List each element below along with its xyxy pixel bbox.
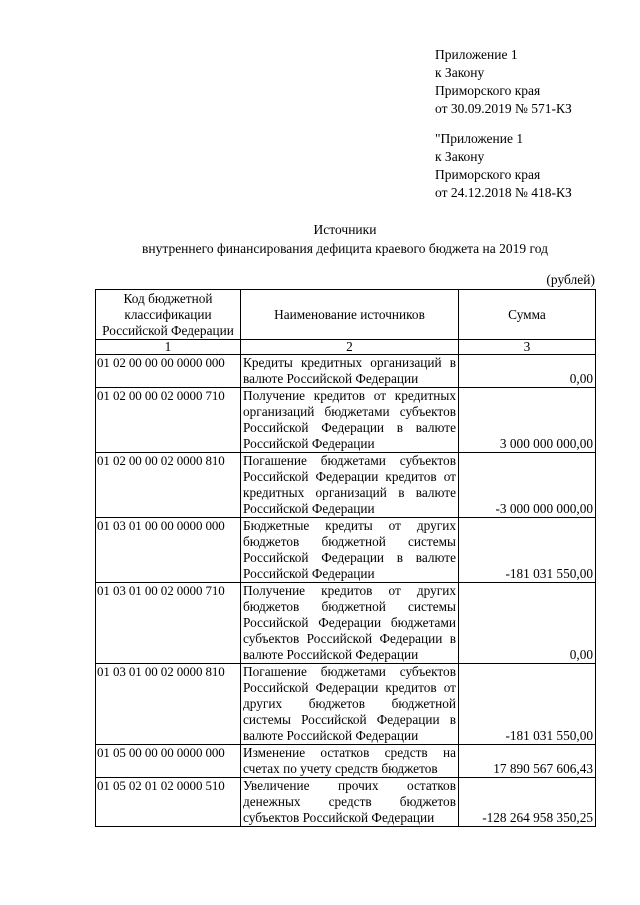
amount: 17 890 567 606,43	[459, 745, 596, 778]
budget-code: 01 03 01 00 02 0000 810	[96, 664, 241, 745]
column-header-amount: Сумма	[459, 290, 596, 340]
amount: -3 000 000 000,00	[459, 453, 596, 518]
column-header-name: Наименование источников	[241, 290, 459, 340]
amount: -128 264 958 350,25	[459, 778, 596, 827]
table-row	[96, 745, 596, 778]
annex-line: от 24.12.2018 № 418-КЗ	[435, 185, 572, 200]
budget-code: 01 03 01 00 00 0000 000	[96, 518, 241, 583]
table-header-row	[96, 290, 596, 340]
amount: 0,00	[459, 355, 596, 388]
document-title	[95, 220, 595, 258]
table-row	[96, 583, 596, 664]
table-row	[96, 664, 596, 745]
table-row	[96, 388, 596, 453]
budget-code: 01 02 00 00 02 0000 710	[96, 388, 241, 453]
budget-code: 01 02 00 00 02 0000 810	[96, 453, 241, 518]
column-number: 3	[459, 340, 596, 355]
source-name: Кредиты кредитных организаций в валюте Российской Федерации	[241, 355, 459, 388]
annex-line: Приморского края	[435, 167, 541, 182]
source-name: Погашение бюджетами субъектов Российской Федерации кредитов от других бюджетов бюджетной системы Российской Федерации в валюте Российской Федерации	[241, 664, 459, 745]
column-number: 2	[241, 340, 459, 355]
budget-code: 01 03 01 00 02 0000 710	[96, 583, 241, 664]
table-row	[96, 355, 596, 388]
source-name: Получение кредитов от других бюджетов бюджетной системы Российской Федерации бюджетами субъектов Российской Федерации в валюте Российской Федерации	[241, 583, 459, 664]
annex-line: к Закону	[435, 65, 485, 80]
budget-code: 01 05 02 01 02 0000 510	[96, 778, 241, 827]
column-number: 1	[96, 340, 241, 355]
annex-reference-original	[435, 130, 572, 202]
annex-reference-current	[435, 46, 572, 118]
annex-line: от 30.09.2019 № 571-КЗ	[435, 101, 572, 116]
budget-code: 01 02 00 00 00 0000 000	[96, 355, 241, 388]
amount: -181 031 550,00	[459, 664, 596, 745]
column-header-code: Код бюджетной классификации Российской Федерации	[96, 290, 241, 340]
table-row	[96, 778, 596, 827]
annex-line: к Закону	[435, 149, 485, 164]
source-name: Изменение остатков средств на счетах по учету средств бюджетов	[241, 745, 459, 778]
source-name: Увеличение прочих остатков денежных средств бюджетов субъектов Российской Федерации	[241, 778, 459, 827]
amount: 3 000 000 000,00	[459, 388, 596, 453]
annex-line: "Приложение 1	[435, 131, 524, 146]
financing-sources-table	[95, 289, 596, 827]
title-line: Источники	[313, 222, 377, 237]
column-number-row	[96, 340, 596, 355]
source-name: Бюджетные кредиты от других бюджетов бюджетной системы Российской Федерации в валюте Российской Федерации	[241, 518, 459, 583]
source-name: Получение кредитов от кредитных организаций бюджетами субъектов Российской Федерации в валюте Российской Федерации	[241, 388, 459, 453]
source-name: Погашение бюджетами субъектов Российской Федерации кредитов от кредитных организаций в валюте Российской Федерации	[241, 453, 459, 518]
table-row	[96, 518, 596, 583]
table-row	[96, 453, 596, 518]
units-label: (рублей)	[546, 272, 595, 287]
budget-code: 01 05 00 00 00 0000 000	[96, 745, 241, 778]
title-line: внутреннего финансирования дефицита краевого бюджета на 2019 год	[142, 241, 548, 256]
annex-line: Приморского края	[435, 83, 541, 98]
amount: 0,00	[459, 583, 596, 664]
amount: -181 031 550,00	[459, 518, 596, 583]
annex-line: Приложение 1	[435, 47, 518, 62]
